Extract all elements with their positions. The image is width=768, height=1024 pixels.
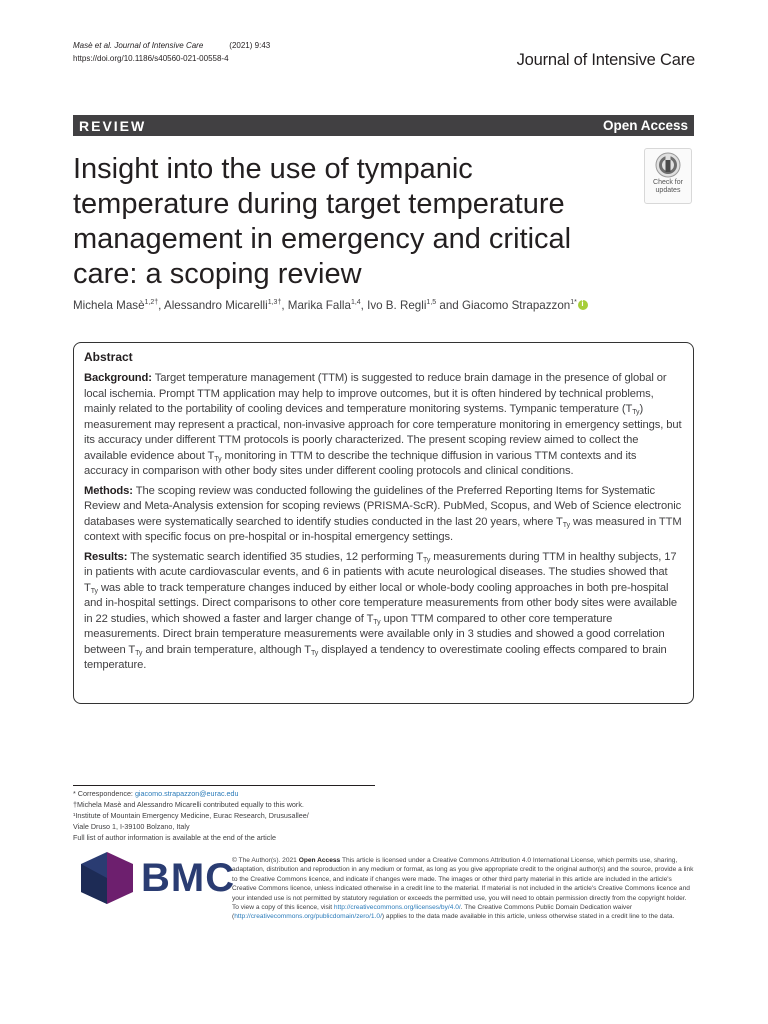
title-line: management in emergency and critical: [73, 223, 572, 255]
journal-name: Journal of Intensive Care: [516, 51, 695, 69]
check-for-updates-badge[interactable]: [644, 148, 692, 204]
citation-authors: Masè et al. Journal of Intensive Care: [73, 41, 204, 50]
title-line: care: a scoping review: [73, 258, 362, 290]
correspondence-email-link[interactable]: giacomo.strapazzon@eurac.edu: [134, 789, 239, 798]
title-line: Insight into the use of tympanic: [73, 153, 473, 185]
article-type-label: REVIEW: [79, 117, 147, 134]
author-name[interactable]: Michela Masè: [73, 299, 145, 312]
citation-year: (2021) 9:43: [229, 41, 271, 50]
license-statement: © The Author(s). 2021 Open Access This article is licensed under a Creative Commons Attribution 4.0 International License, which permits use, sharing, adaptation, distribution and reproduction in any medium or format, as long as you give appropriate credit to the original author(s) and the source, provide a link to the Creative Commons licence, and indicate if changes were made. The images or other third party material in this article are included in the article's Creative Commons licence, unless indicated otherwise in a credit line to the material. If material is not included in the article's Creative Commons licence and your intended use is not permitted by statutory regulation or exceeds the permitted use, you will need to obtain permission directly from the copyright holder. To view a copy of this licence, visit http://creativecommons.org/licenses/by/4.0/. The Creative Commons Public Domain Dedication waiver (http://creativecommons.org/publicdomain/zero/1.0/) applies to the data made available in this article, unless otherwise stated in a credit line to the data.: [232, 857, 694, 921]
author-affiliation: 1*: [570, 299, 577, 306]
author-affiliation: 1,5: [426, 299, 437, 306]
equal-contribution-note: †Michela Masè and Alessandro Micarelli contributed equally to this work.: [73, 800, 304, 809]
abstract-heading: Abstract: [84, 350, 133, 364]
open-access-label: Open Access: [602, 118, 688, 133]
crossmark-icon: [655, 152, 681, 178]
author-name[interactable]: Alessandro Micarelli: [163, 299, 268, 312]
cc-zero-waiver-link[interactable]: http://creativecommons.org/publicdomain/zero/1.0/: [234, 913, 382, 921]
article-title: [73, 152, 613, 292]
author-list: Michela Masè$^{1,2\dagger}$, Alessandro Micarelli$^{1,3\dagger}$, Marika Falla$^{1,4}$, Ivo B. Regli$^{1,5}$ and Giacomo Strapazzon$^{1*}$i: [73, 299, 588, 312]
correspondence-note: * Correspondence: giacomo.strapazzon@eurac.edu: [73, 789, 239, 798]
author-affiliation: 1,3†: [267, 299, 282, 306]
running-header: [73, 39, 270, 65]
doi-link[interactable]: https://doi.org/10.1186/s40560-021-00558-4: [73, 54, 229, 63]
citation-line: [73, 39, 270, 52]
author-info-note: Full list of author information is available at the end of the article: [73, 833, 276, 842]
footnotes: [73, 788, 309, 843]
cc-by-license-link[interactable]: http://creativecommons.org/licenses/by/4.0/: [333, 904, 461, 912]
affiliation-note: ¹Institute of Mountain Emergency Medicine, Eurac Research, Drususallee/: [73, 811, 309, 820]
footnote-divider: [73, 785, 375, 786]
abstract-methods: Methods: The scoping review was conducted following the guidelines of the Preferred Reporting Items for Systematic Review and Meta-Analysis extension for scoping reviews (PRISMA-ScR). PubMed, Scopus, and Web of Science electronic databases were systematically searched to identify studies conducted in the last 20 years, where $T_{Ty}$ was measured in TTM context with specific focus on pre-hospital or in-hospital emergency settings.: [84, 484, 682, 543]
bmc-logo-text: BMC: [141, 855, 236, 900]
bmc-logo-mark-icon: [81, 852, 133, 904]
author-affiliation: 1,4: [350, 299, 361, 306]
author-name[interactable]: Marika Falla: [287, 299, 351, 312]
article-type-banner: [73, 115, 694, 136]
orcid-icon[interactable]: [578, 300, 588, 310]
title-line: temperature during target temperature: [73, 188, 565, 220]
abstract-background: Background: Target temperature management (TTM) is suggested to reduce brain damage in the presence of global or local ischemia. Prompt TTM application may help to improve outcomes, but it is often hindered by technical problems, mainly related to the portability of cooling devices and temperature monitoring systems. Tympanic temperature $(T_{Ty})$ measurement may represent a practical, non-invasive approach for core temperature monitoring in emergency settings, but its accuracy under different TTM protocols is poorly characterized. The present scoping review aimed to collect the available evidence about $T_{Ty}$ monitoring in TTM to describe the technique diffusion in various TTM contexts and its accuracy in comparison with other body sites under different cooling protocols and clinical conditions.: [84, 372, 682, 477]
abstract-results: Results: The systematic search identified 35 studies, 12 performing $T_{Ty}$ measurements during TTM in healthy subjects, 17 in patients with acute cardiovascular events, and 6 in patients with acute neurological diseases. The studies showed that $T_{Ty}$ was able to track temperature changes induced by either local or whole-body cooling approaches in both pre-hospital and in-hospital settings. Direct comparisons to other core temperature measurements from other body sites were available in 22 studies, which showed a faster and larger change of $T_{Ty}$ upon TTM compared to other core temperature measurements. Direct brain temperature measurements were available only in 3 studies and showed a good correlation between $T_{Ty}$ and brain temperature, although $T_{Ty}$ displayed a tendency to overestimate cooling effects compared to brain temperature.: [84, 550, 678, 671]
author-affiliation: 1,2†: [144, 299, 159, 306]
author-name[interactable]: Giacomo Strapazzon: [461, 299, 571, 312]
abstract-box: [73, 342, 694, 704]
check-for-updates-label: Check for updates: [653, 179, 683, 194]
affiliation-note: Viale Druso 1, I-39100 Bolzano, Italy: [73, 822, 190, 831]
author-name[interactable]: Ivo B. Regli: [367, 299, 427, 312]
publisher-logo: [81, 852, 235, 904]
